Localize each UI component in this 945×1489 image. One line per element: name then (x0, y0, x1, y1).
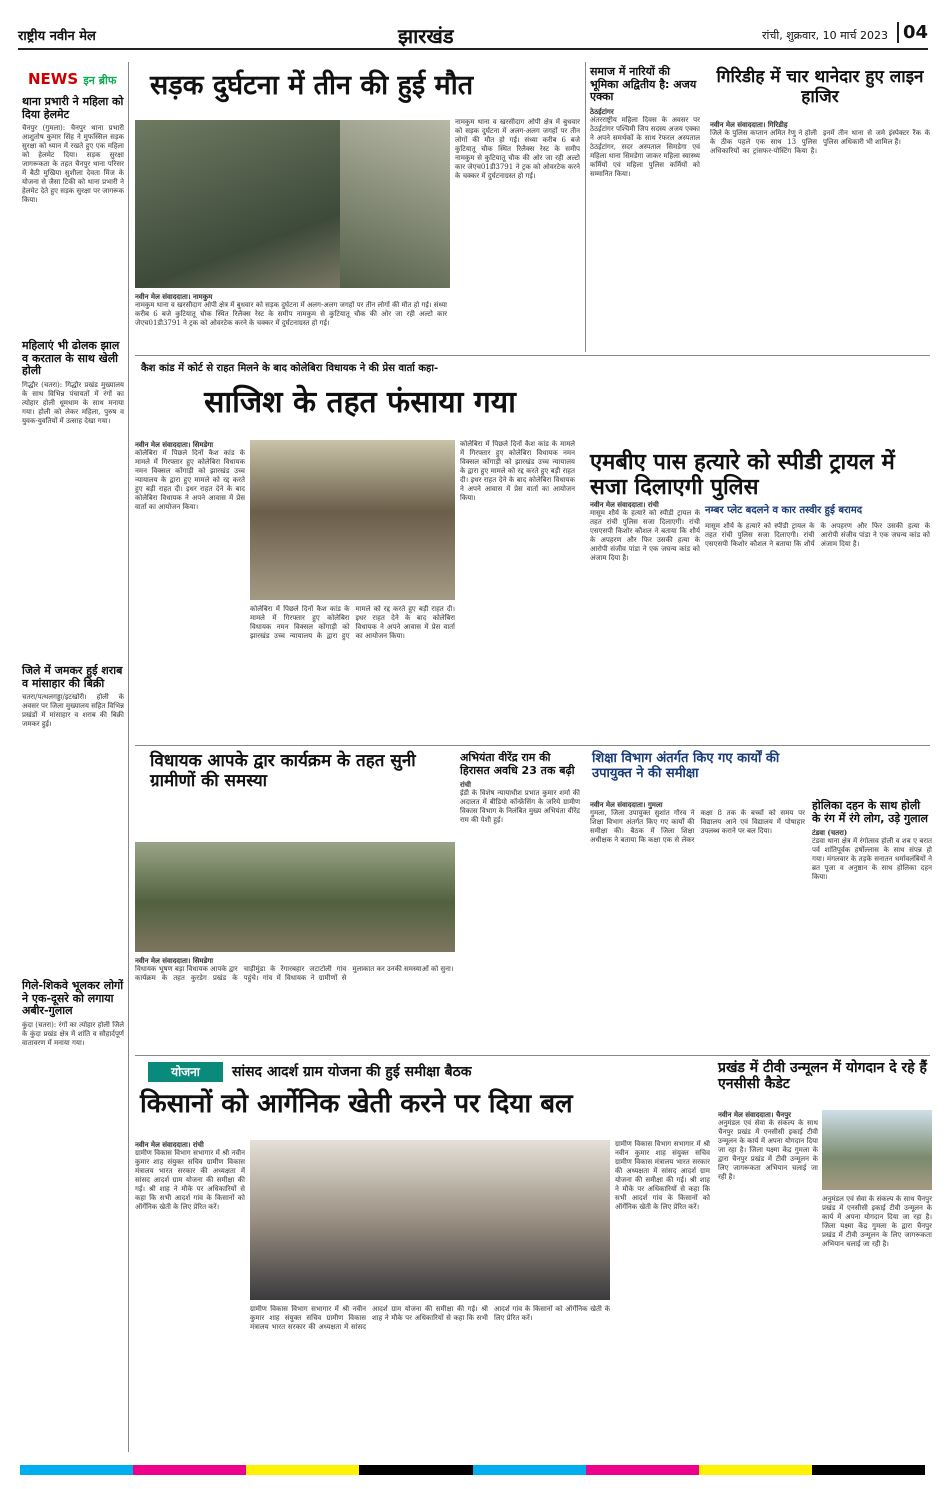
byline: ठेठईटांगर (590, 106, 614, 116)
sidebar-divider (128, 62, 129, 1452)
horizontal-divider (135, 1055, 930, 1056)
headline-road-accident: सड़क दुर्घटना में तीन की हुई मौत (150, 70, 474, 101)
news-logo-sub: इन ब्रीफ (83, 74, 117, 87)
brief-item (22, 340, 124, 631)
paper-name: राष्ट्रीय नवीन मेल (18, 29, 96, 44)
article-body: जिले के पुलिस कप्तान अमित रेणु ने होली के ठीक पहले एक साथ 13 पुलिस अधिकारियों का ट्रांसफर-पोस्टिंग किया है। इनमें तीन थाना से जमे इंस्पेक्टर रैंक के पुलिस अधिकारी भी शामिल हैं। (710, 129, 930, 155)
headline: होलिका दहन के साथ होली के रंग में रंगे लोग, उड़े गुलाल (812, 799, 928, 825)
article-body: कोलेबिरा में पिछले दिनों कैश कांड के मामले में गिरफ्तार हुए कोलेबिरा विधायक नमन विक्सल कोंगाड़ी को झारखंड उच्च न्यायालय के द्वारा हुए मामले को रद्द करते हुए बड़ी राहत दी। इधर राहत देने के बाद कोलेबिरा विधायक ने अपने आवास में प्रेस वार्ता का आयोजन किया। (135, 449, 245, 511)
brief-body: कुंदा (चतरा): रंगों का त्योहार होली जिले के कुंदा प्रखंड क्षेत्र में शांति व सौहार्दपूर्ण वातावरण में मनाया गया। (22, 1020, 124, 1047)
byline: रांची (460, 780, 471, 790)
article-body: विधायक भूषण बड़ा विधायक आपके द्वार कार्यक्रम के तहत कुरडेग प्रखंड के चाड़ीमुंडा के रेंगारबहार जटाटोली गांव पहुंचे। गांव में विधायक ने ग्रामीणों से मुलाकात कर उनकी समस्याओं को सुना। (135, 965, 454, 982)
article-organic-farming (135, 1140, 245, 1439)
byline: नवीन मेल संवाददाता। नामकुम (135, 292, 213, 301)
byline: नवीन मेल संवाददाता। सिमडेगा (135, 956, 214, 965)
article-body: अंतरराष्ट्रीय महिला दिवस के अवसर पर ठेठईटांगर पश्चिमी जिप सदस्य अजय एक्का ने अपने समर्थकों के साथ रेफरल अस्पताल ठेठईटांगर, सदर अस्पताल सिमडेगा एवं महिला थाना सिमडेगा जाकर महिला स्वास्थ्य कर्मियों एवं महिला पुलिस कर्मियों को सम्मानित किया। (590, 115, 700, 178)
article-body: मासूम शौर्य के हत्यारे को स्पीडी ट्रायल के तहत रांची पुलिस सजा दिलाएगी। रांची एसएसपी किशोर कौशल ने बताया कि शौर्य के अपहरण और फिर उसकी हत्या के आरोपी संजीव पांडा ने एक जघन्य कांड को अंजाम दिया है। (590, 509, 700, 562)
article-body: नामकुम थाना व खरसीदाग ओपी क्षेत्र में बुधवार को सड़क दुर्घटना में अलग-अलग जगहों पर तीन लोगों की मौत हो गई। संध्या करीब 6 बजे कुटियातू चौक स्थित रिलैक्स रेस्ट के समीप नामकुम से कुटियातू चौक की ओर जा रही अल्टो कार जेएच01डी3791 ने ट्रक को ओवरटेक करने के चक्कर में दुर्घटनाग्रस्त हो गई। (135, 301, 447, 327)
brief-item (22, 665, 124, 953)
article-body: ईडी के विशेष न्यायाधीश प्रभात कुमार शर्मा की अदालत में बीडियो कॉन्फ्रेंसिंग के जरिये ग्रामीण विकास विभाग के निलंबित मुख्य अभियंता वीरेंद्र राम की पेशी हुई। (460, 789, 580, 825)
brief-title: महिलाएं भी ढोलक झाल व करताल के साथ खेली होली (22, 339, 120, 378)
press-conference-photo (250, 440, 455, 600)
headline-mla-at-door: विधायक आपके द्वार कार्यक्रम के तहत सुनी ग्रामीणों की समस्या (150, 751, 416, 791)
article-mba-murderer (590, 500, 700, 749)
news-logo-text: NEWS (28, 70, 79, 88)
headline-giridih: गिरिडीह में चार थानेदार हुए लाइन हाजिर (716, 67, 924, 107)
article-holika-dahan (812, 800, 932, 1037)
article-body: टंडवा थाना क्षेत्र में रंगोत्सव होली व शब ए बरात पर्व शांतिपूर्वक हर्षोल्लास के साथ संपन्न हो गया। मंगलवार के तड़के सनातन धर्मावलंबियों ने ब्रत पूजा व अनुष्ठान के साथ होलिका दहन किया। (812, 837, 932, 882)
brief-body: चतरा/पत्थलगड्डा/इटखोरी। होली के अवसर पर जिला मुख्यालय सहित विभिन्न प्रखंडों में मांसाहार व शराब की बिक्री जमकर हुई। (22, 693, 124, 729)
kicker-adarsh-gram: सांसद आदर्श ग्राम योजना की हुई समीक्षा बैठक (232, 1064, 472, 1080)
article-continued: कोलेबिरा में पिछले दिनों कैश कांड के मामले में गिरफ्तार हुए कोलेबिरा विधायक नमन विक्सल कोंगाड़ी को झारखंड उच्च न्यायालय के द्वारा हुए मामले को रद्द करते हुए बड़ी राहत दी। इधर राहत देने के बाद कोलेबिरा विधायक ने अपने आवास में प्रेस वार्ता का आयोजन किया। (250, 605, 455, 640)
article-ncc-cadets (718, 1110, 818, 1439)
headline-conspiracy: साजिश के तहत फंसाया गया (204, 385, 516, 420)
article-continued: ग्रामीण विकास विभाग सभागार में श्री नवीन कुमार शाह संयुक्त सचिव ग्रामीण विकास मंत्रालय भारत सरकार की अध्यक्षता में सांसद आदर्श ग्राम योजना की समीक्षा की गई। श्री शाह ने मौके पर अधिकारियों से कहा कि सभी आदर्श गांव के किसानों को ऑर्गेनिक खेती के लिए प्रेरित करें। (250, 1305, 610, 1331)
headline-organic-farming: किसानों को आर्गेनिक खेती करने पर दिया बल (140, 1089, 573, 1119)
byline: नवीन मेल संवाददाता। गुमला (590, 800, 663, 809)
yojana-label: योजना (148, 1062, 223, 1082)
kicker-cash-case: कैश कांड में कोर्ट से राहत मिलने के बाद कोलेबिरा विधायक ने की प्रेस वार्ता कहा- (135, 360, 575, 378)
article-engineer-custody (460, 752, 580, 1034)
brief-title: जिले में जमकर हुई शराब व मांसाहार की बिक्री (22, 664, 123, 690)
brief-body: चैनपुर (गुमला): चैनपुर थाना प्रभारी आशुतोष कुमार सिंह ने मुफस्सिल सड़क सुरक्षा को ध्यान में रखते हुए एक महिला को हेलमेट दिया। सड़क सुरक्षा जागरूकता के तहत चैनपुर थाना परिसर में बैठी मुखिया सुशीला देवता मिंज के योजना से जैसा टिकी को थाना प्रभारी ने हेलमेट देते हुए सड़क सुरक्षा पर जागरूक किया। (22, 124, 124, 205)
accident-scooter-photo (340, 120, 450, 288)
horizontal-divider (135, 355, 930, 356)
article-giridih (710, 120, 930, 354)
brief-title: थाना प्रभारी ने महिला को दिया हेलमेट (22, 95, 124, 121)
article-continued: अनुमंडल एवं सेवा के संकल्प के साथ चैनपुर प्रखंड में एनसीसी इकाई टीवी उन्मूलन के कार्य में अपना योगदान दिया जा रहा है। जिला यक्ष्मा केंद्र गुमला के द्वारा चैनपुर प्रखंड में टीवी उन्मूलन के लिए जागरूकता अभियान चलाई जा रही है। (822, 1195, 932, 1248)
print-color-bar (20, 1465, 925, 1475)
review-meeting-photo (250, 1140, 610, 1300)
dateline: रांची, शुक्रवार, 10 मार्च 2023 (762, 29, 888, 42)
byline: नवीन मेल संवाददाता। रांची (590, 500, 659, 509)
headline-ncc-cadets: प्रखंड में टीवी उन्मूलन में योगदान दे रहे हैं एनसीसी कैडेट (718, 1060, 927, 1093)
kicker-number-plate: नम्बर प्लेट बदलने व कार तस्वीर हुई बरामद (705, 505, 863, 516)
headline: अभियंता वीरेंद्र राम की हिरासत अवधि 23 तक बढ़ी (460, 751, 575, 777)
page-number: 04 (897, 22, 928, 43)
masthead (18, 22, 928, 50)
ncc-rally-photo (822, 1110, 932, 1190)
article-body: अनुमंडल एवं सेवा के संकल्प के साथ चैनपुर प्रखंड में एनसीसी इकाई टीवी उन्मूलन के कार्य में अपना योगदान दिया जा रहा है। जिला यक्ष्मा केंद्र गुमला के द्वारा चैनपुर प्रखंड में टीवी उन्मूलन के लिए जागरूकता अभियान चलाई जा रही है। (718, 1119, 818, 1181)
horizontal-divider (135, 745, 930, 746)
article-continued: मासूम शौर्य के हत्यारे को स्पीडी ट्रायल के तहत रांची पुलिस सजा दिलाएगी। रांची एसएसपी किशोर कौशल ने बताया कि शौर्य के अपहरण और फिर उसकी हत्या के आरोपी संजीव पांडा ने एक जघन्य कांड को अंजाम दिया है। (705, 522, 930, 548)
headline: समाज में नारियों की भूमिका अद्वितीय है: अजय एक्का (590, 65, 697, 104)
article-conspiracy (135, 440, 245, 749)
article-body: ग्रामीण विकास विभाग सभागार में श्री नवीन कुमार शाह संयुक्त सचिव ग्रामीण विकास मंत्रालय भारत सरकार की अध्यक्षता में सांसद आदर्श ग्राम योजना की समीक्षा की गई। श्री शाह ने मौके पर अधिकारियों से कहा कि सभी आदर्श गांव के किसानों को ऑर्गेनिक खेती के लिए प्रेरित करें। (135, 1149, 245, 1211)
byline: नवीन मेल संवाददाता। रांची (135, 1140, 204, 1149)
article-continued: नामकुम थाना व खरसीदाग ओपी क्षेत्र में बुधवार को सड़क दुर्घटना में अलग-अलग जगहों पर तीन लोगों की मौत हो गई। संध्या करीब 6 बजे कुटियातू चौक स्थित रिलैक्स रेस्ट के समीप नामकुम से कुटियातू चौक की ओर जा रही अल्टो कार जेएच01डी3791 ने ट्रक को ओवरटेक करने के चक्कर में दुर्घटनाग्रस्त हो गई। (455, 118, 580, 180)
brief-body: गिद्धौर (चतरा): गिद्धौर प्रखंड मुख्यालय के साथ विभिन्न पंचायतों में रंगों का त्योहार होली धूमधाम के साथ मनाया गया। होली को लेकर महिला, पुरुष व युवक-युवतियों में उत्साह देखा गया। (22, 380, 124, 425)
headline-education-review: शिक्षा विभाग अंतर्गत किए गए कार्यों की उपायुक्त ने की समीक्षा (592, 751, 780, 781)
byline: टंडवा (चतरा) (812, 828, 848, 838)
brief-title: गिले-शिकवे भूलकर लोगों ने एक-दूसरे को लगाया अबीर-गुलाल (22, 979, 124, 1018)
byline: नवीन मेल संवाददाता। गिरिडीह (710, 120, 788, 129)
article-body: गुमला, जिला उपायुक्त सुशांत गौरव ने शिक्षा विभाग अंतर्गत किए गए कार्यों की समीक्षा की। बैठक में जिला शिक्षा अधीक्षक ने बताया कि कक्षा एक से लेकर कक्षा 8 तक के बच्चों को समय पर विद्यालय आने एवं विद्यालय में पोषाहार उपलब्ध कराने पर बल दिया। (590, 809, 805, 844)
headline-mba-murderer: एमबीए पास हत्यारे को स्पीडी ट्रायल में सजा दिलाएगी पुलिस (590, 450, 895, 501)
column-divider (585, 62, 586, 352)
article-continued: कोलेबिरा में पिछले दिनों कैश कांड के मामले में गिरफ्तार हुए कोलेबिरा विधायक नमन विक्सल कोंगाड़ी को झारखंड उच्च न्यायालय के द्वारा हुए मामले को रद्द करते हुए बड़ी राहत दी। इधर राहत देने के बाद कोलेबिरा विधायक ने अपने आवास में प्रेस वार्ता का आयोजन किया। (460, 440, 575, 502)
byline: नवीन मेल संवाददाता। सिमडेगा (135, 440, 214, 449)
article-continued: ग्रामीण विकास विभाग सभागार में श्री नवीन कुमार शाह संयुक्त सचिव ग्रामीण विकास मंत्रालय भारत सरकार की अध्यक्षता में सांसद आदर्श ग्राम योजना की समीक्षा की गई। श्री शाह ने मौके पर अधिकारियों से कहा कि सभी आदर्श गांव के किसानों को ऑर्गेनिक खेती के लिए प्रेरित करें। (615, 1140, 710, 1211)
brief-item (22, 96, 124, 324)
village-meeting-photo (135, 842, 455, 952)
byline: नवीन मेल संवाददाता। चैनपुर (718, 1110, 792, 1119)
article-women-role (590, 66, 700, 326)
article-mla-at-door (135, 956, 455, 1055)
brief-item (22, 980, 124, 1441)
article-road-accident (135, 292, 447, 361)
news-in-brief-logo (28, 70, 116, 88)
article-education-review (590, 800, 805, 1054)
section-title: झारखंड (398, 24, 454, 48)
